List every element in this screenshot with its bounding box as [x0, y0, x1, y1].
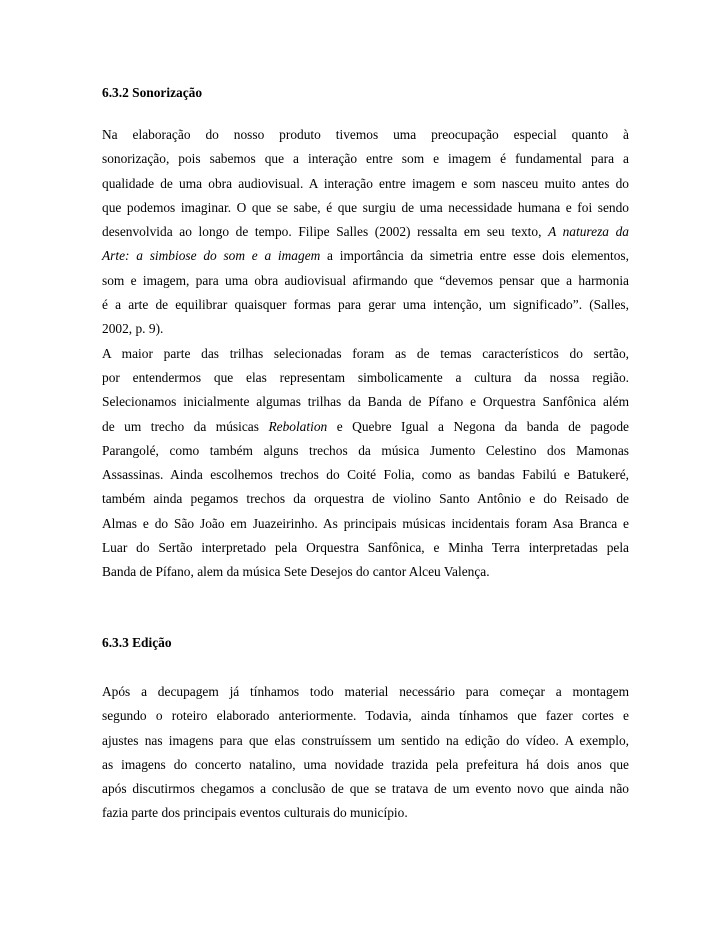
paragraph-edicao-1: [102, 680, 629, 826]
text-line: Parangolé, como também alguns trechos da música Jumento Celestino dos Mamonas: [102, 442, 629, 458]
text-line: fazia parte dos principais eventos culturais do município.: [102, 805, 408, 821]
italic-title: A natureza da: [548, 224, 629, 240]
text-line: A maior parte das trilhas selecionadas foram as de temas característicos do sertão,: [102, 345, 629, 361]
text-fragment: de um trecho da músicas: [102, 418, 269, 434]
text-line: [102, 220, 629, 244]
text-fragment: desenvolvida ao longo de tempo. Filipe Salles (2002) ressalta em seu texto,: [102, 224, 549, 240]
text-line: também ainda pegamos trechos da orquestra de violino Santo Antônio e do Reisado de: [102, 491, 629, 507]
text-line: sonorização, pois sabemos que a interação entre som e imagem é fundamental para a: [102, 151, 629, 167]
text-line: [102, 244, 629, 268]
text-line: segundo o roteiro elaborado anteriormente. Todavia, ainda tínhamos que fazer cortes e: [102, 708, 629, 724]
text-fragment: a importância da simetria entre esse dois elementos,: [320, 248, 629, 264]
section-heading-edicao: 6.3.3 Edição: [102, 635, 172, 650]
paragraph-sonorizacao-1: [102, 123, 629, 585]
text-line: Banda de Pífano, alem da música Sete Desejos do cantor Alceu Valença.: [102, 564, 490, 580]
section-heading-sonorizacao: 6.3.2 Sonorização: [102, 85, 203, 100]
text-line: Após a decupagem já tínhamos todo material necessário para começar a montagem: [102, 684, 629, 699]
text-line: som e imagem, para uma obra audiovisual afirmando que “devemos pensar que a harmonia: [102, 272, 629, 288]
text-line: as imagens do concerto natalino, uma novidade trazida pela prefeitura há dois anos que: [102, 756, 629, 772]
text-line: Assassinas. Ainda escolhemos trechos do Coité Folia, como as bandas Fabilú e Batukeré,: [102, 467, 629, 483]
text-line: ajustes nas imagens para que elas construíssem um sentido na edição do vídeo. A exemplo,: [102, 732, 629, 748]
text-line: Na elaboração do nosso produto tivemos uma preocupação especial quanto à: [102, 127, 629, 142]
text-line: que podemos imaginar. O que se sabe, é que surgiu de uma necessidade humana e foi sendo: [102, 199, 629, 215]
text-line: Almas e do São João em Juazeirinho. As principais músicas incidentais foram Asa Branca e: [102, 515, 629, 531]
text-line: é a arte de equilibrar quaisquer formas para gerar uma intenção, um significado”. (Salles,: [102, 297, 629, 313]
text-line: por entendermos que elas representam simbolicamente a cultura da nossa região.: [102, 369, 629, 385]
text-line: qualidade de uma obra audiovisual. A interação entre imagem e som nasceu muito antes do: [102, 175, 629, 191]
italic-song-title: Rebolation: [268, 418, 328, 434]
text-line: após discutirmos chegamos a conclusão de que se tratava de um evento novo que ainda não: [102, 781, 629, 797]
text-line: [102, 415, 629, 439]
text-line: Luar do Sertão interpretado pela Orquestra Sanfônica, e Minha Terra interpretadas pela: [102, 540, 629, 556]
text-fragment: e Quebre Igual a Negona da banda de pagode: [327, 418, 630, 434]
italic-title: Arte: a simbiose do som e a imagem: [102, 248, 321, 264]
text-line: Selecionamos inicialmente algumas trilhas da Banda de Pífano e Orquestra Sanfônica além: [102, 394, 629, 410]
text-line: 2002, p. 9).: [102, 321, 164, 337]
